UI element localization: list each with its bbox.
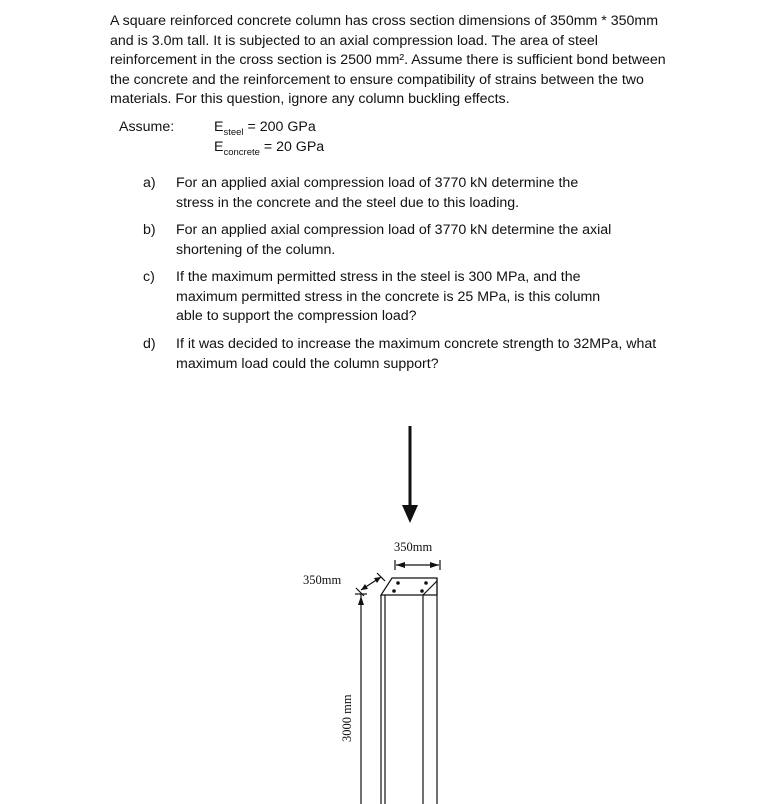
question-line: able to support the compression load?	[176, 308, 417, 325]
height-dim-arrow-top	[358, 596, 364, 605]
modulus-subscript: concrete	[223, 146, 260, 158]
question-line: For an applied axial compression load of 3770 kN determine the	[176, 175, 579, 191]
question-label: a)	[143, 175, 156, 191]
question-line: stress in the concrete and the steel due to this loading.	[176, 194, 520, 211]
width-dim-arrow-left	[396, 562, 405, 568]
column-top-face	[381, 578, 437, 595]
modulus-value: = 20 GPa	[259, 139, 325, 155]
question-line: For an applied axial compression load of 3770 kN determine the axial	[176, 222, 612, 238]
rebar-dot	[392, 589, 396, 593]
height-dim-label: 3000 mm	[340, 694, 354, 742]
question-line: shortening of the column.	[176, 241, 336, 258]
depth-dim-label: 350mm	[303, 573, 342, 587]
question-line: If the maximum permitted stress in the steel is 300 MPa, and the	[176, 269, 581, 285]
question-line: If it was decided to increase the maximum concrete strength to 32MPa, what	[176, 336, 657, 352]
load-arrow-head	[402, 505, 418, 523]
intro-line: the concrete and the reinforcement to ensure compatibility of strains between the two	[110, 71, 644, 88]
modulus-symbol: E	[214, 139, 224, 155]
width-dim-arrow-right	[430, 562, 439, 568]
intro-line: A square reinforced concrete column has cross section dimensions of 350mm * 350mm	[110, 13, 659, 29]
depth-dim-arrow-top	[374, 577, 381, 583]
depth-dim-arrow-bottom	[361, 584, 368, 590]
modulus-subscript: steel	[223, 126, 244, 138]
modulus-symbol: E	[214, 119, 224, 135]
intro-line: materials. For this question, ignore any column buckling effects.	[110, 91, 510, 108]
question-label: d)	[143, 336, 156, 352]
question-label: b)	[143, 222, 156, 238]
assume-label: Assume:	[119, 119, 175, 135]
rebar-dot	[396, 581, 400, 585]
question-line: maximum permitted stress in the concrete is 25 MPa, is this column	[176, 288, 601, 305]
width-dim-label: 350mm	[394, 540, 433, 554]
question-label: c)	[143, 269, 155, 285]
rebar-dot	[424, 581, 428, 585]
intro-line: and is 3.0m tall. It is subjected to an axial compression load. The area of steel	[110, 32, 598, 49]
modulus-value: = 200 GPa	[243, 119, 316, 135]
rebar-dot	[420, 589, 424, 593]
question-line: maximum load could the column support?	[176, 355, 439, 372]
intro-line: reinforcement in the cross section is 2500 mm². Assume there is sufficient bond between	[110, 52, 666, 69]
